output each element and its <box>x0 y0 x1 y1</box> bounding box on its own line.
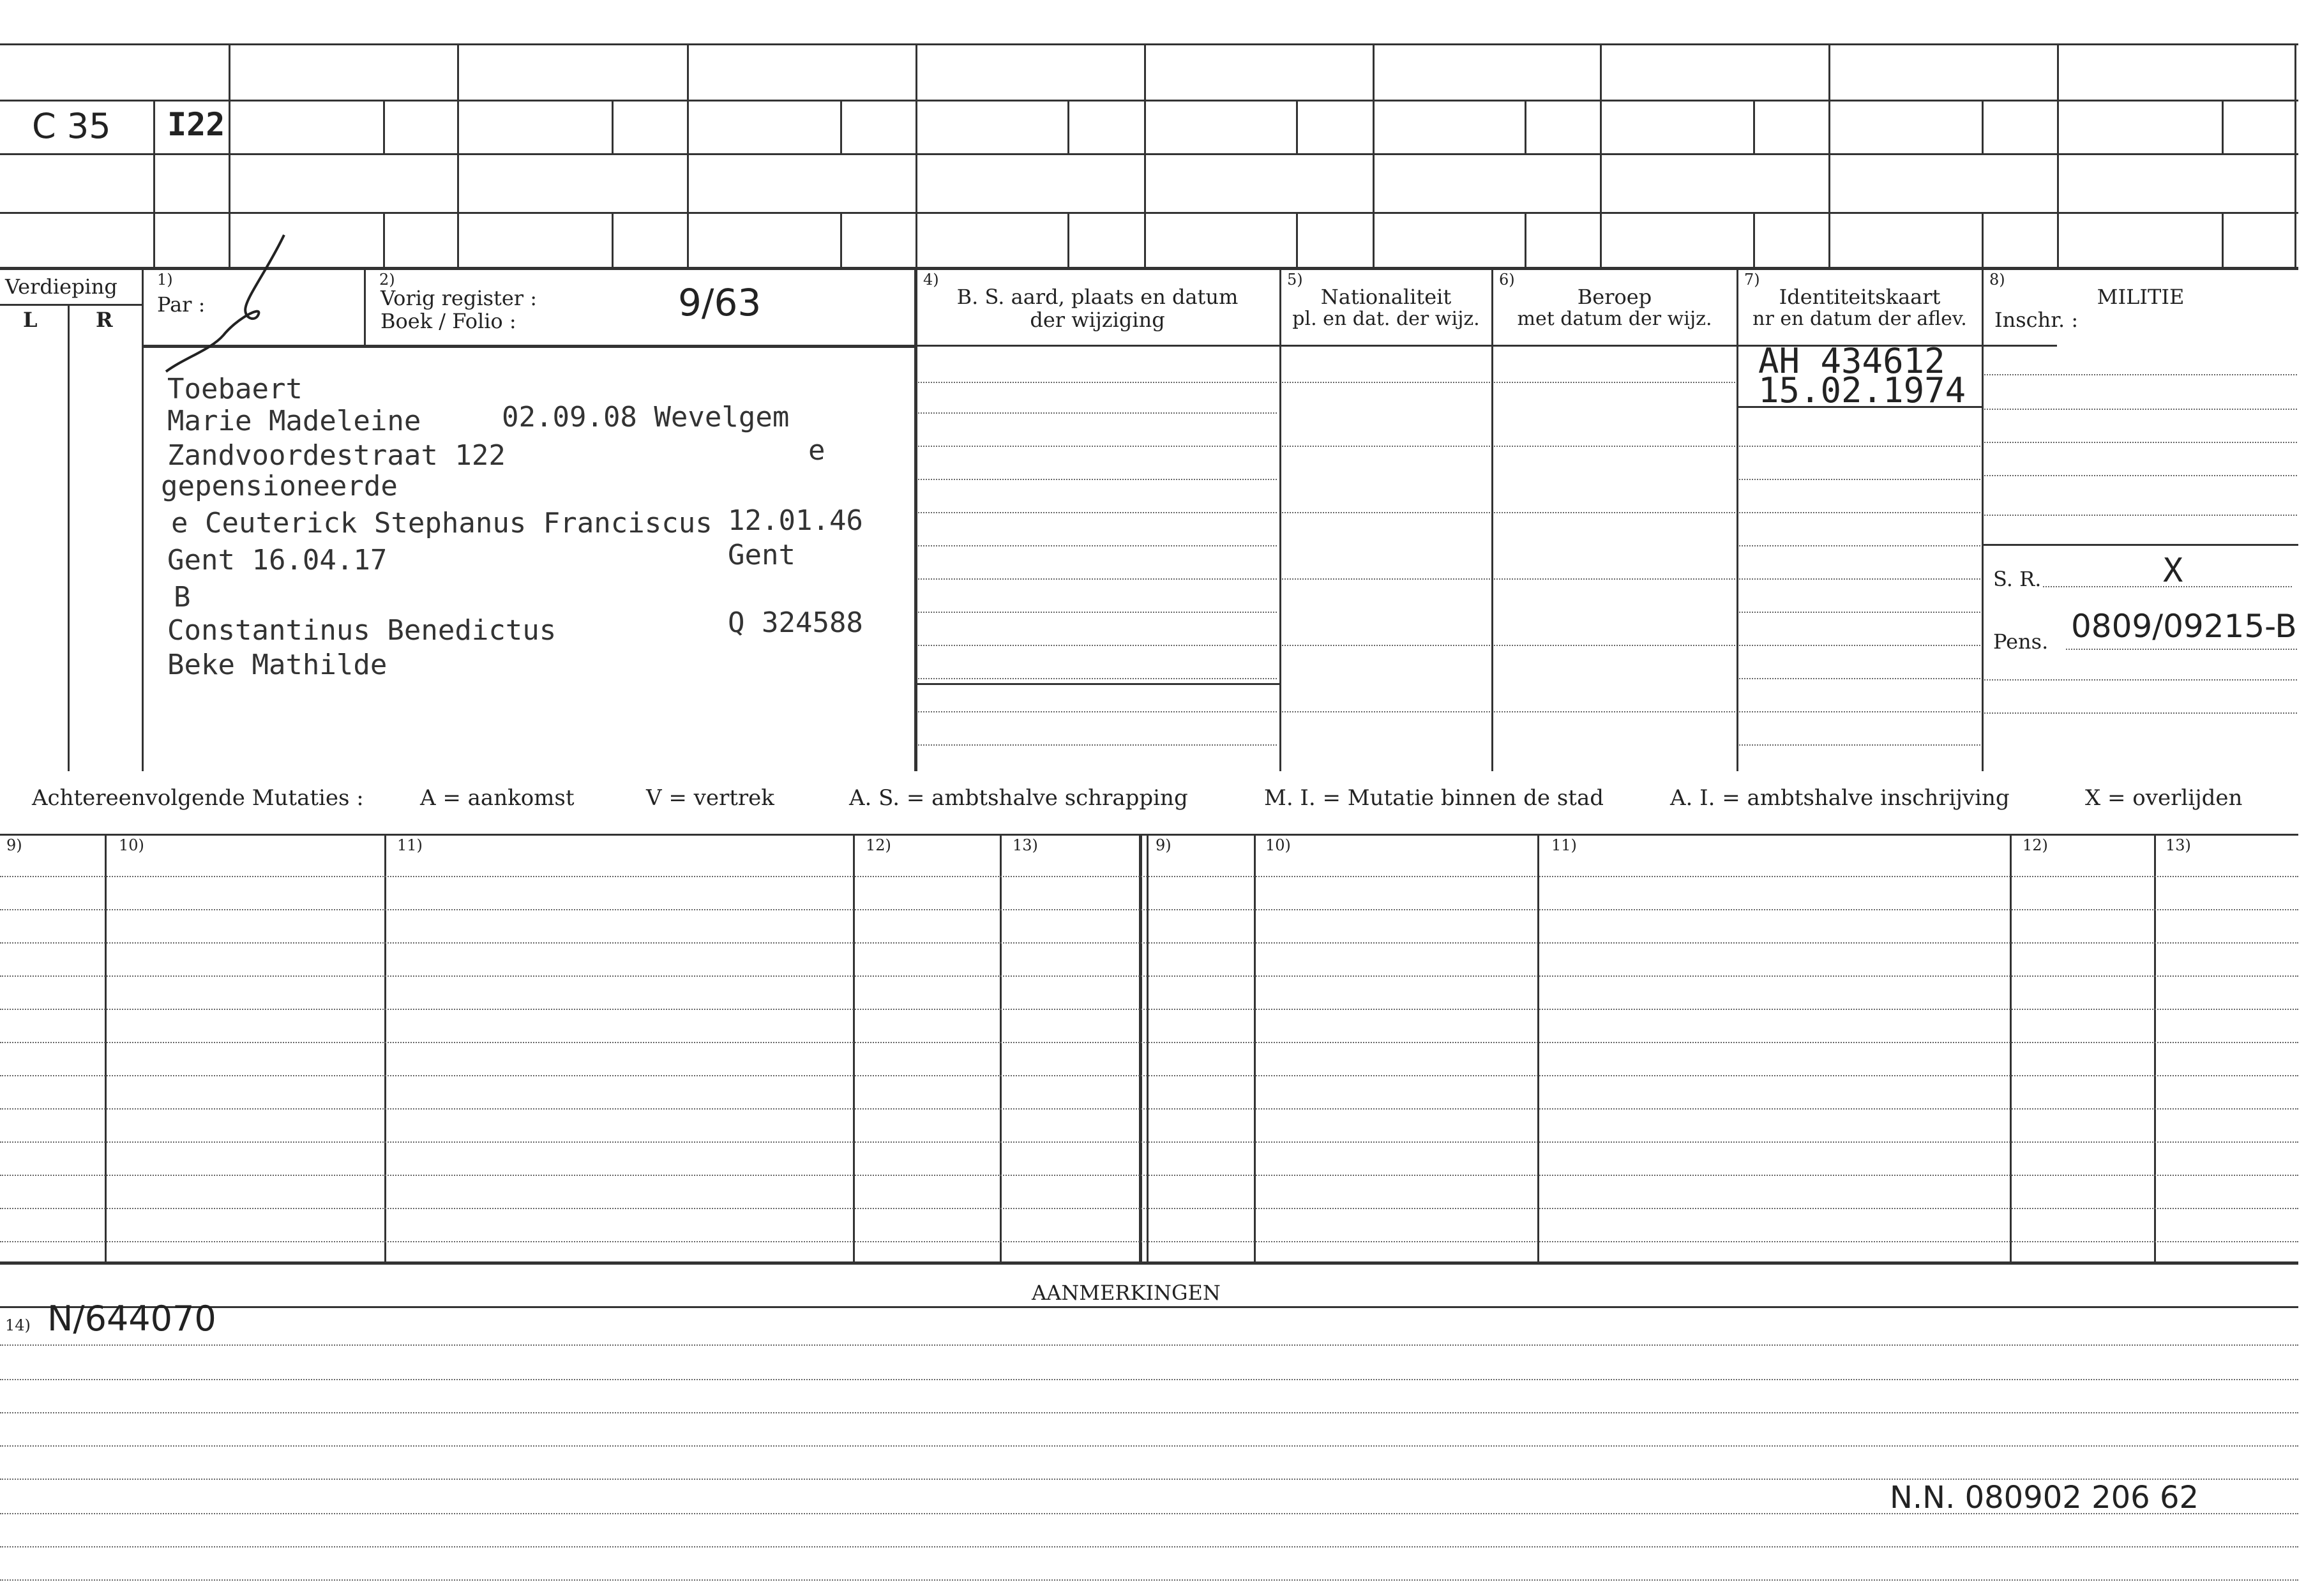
person-birth: 02.09.08 Wevelgem <box>502 401 790 433</box>
identiteitskaart-line1: Identiteitskaart <box>1779 285 1941 309</box>
col-number-5: 5) <box>1287 271 1303 289</box>
beroep-line1: Beroep <box>1577 285 1652 309</box>
file-number: I22 <box>167 106 225 143</box>
col-number-7: 7) <box>1744 271 1760 289</box>
q-number: Q 324588 <box>728 606 863 639</box>
legend-vertrek: V = vertrek <box>646 785 774 811</box>
marriage-place: Gent <box>728 539 795 571</box>
e-marker: e <box>808 434 825 467</box>
verdieping-label: Verdieping <box>5 275 117 299</box>
mut-col-10b: 10) <box>1265 836 1291 854</box>
mut-col-11a: 11) <box>397 836 423 854</box>
marriage-date: 12.01.46 <box>728 504 863 537</box>
person-given-names: Marie Madeleine <box>167 405 421 437</box>
id-card-number: AH 434612 <box>1758 341 1945 381</box>
sr-label: S. R. <box>1993 567 2042 591</box>
boek-folio-label: Boek / Folio : <box>380 309 516 333</box>
bs-header-line1: B. S. aard, plaats en datum <box>956 285 1239 309</box>
person-occupation: gepensioneerde <box>161 470 398 502</box>
mut-col-13a: 13) <box>1013 836 1038 854</box>
remarks-value: N/644070 <box>47 1299 216 1339</box>
legend-title: Achtereenvolgende Mutaties : <box>32 785 364 811</box>
id-card-date: 15.02.1974 <box>1758 370 1966 410</box>
legend-ambtshalve-schrapping: A. S. = ambtshalve schrapping <box>849 785 1188 811</box>
legend-aankomst: A = aankomst <box>420 785 575 811</box>
legend-ambtshalve-inschrijving: A. I. = ambtshalve inschrijving <box>1670 785 2010 811</box>
mut-col-9b: 9) <box>1156 836 1172 854</box>
person-father: Constantinus Benedictus <box>167 614 557 647</box>
floor-right-label: R <box>96 308 113 332</box>
par-label: Par : <box>157 292 206 317</box>
col-number-8: 8) <box>1989 271 2005 289</box>
vorig-register-value: 9/63 <box>678 281 762 324</box>
col-number-1: 1) <box>157 271 173 289</box>
remarks-number-14: 14) <box>5 1316 31 1334</box>
national-number: N.N. 080902 206 62 <box>1890 1480 2199 1516</box>
mutations-legend <box>0 785 2298 817</box>
vorig-register-label: Vorig register : <box>380 286 538 310</box>
floor-left-label: L <box>23 308 38 332</box>
spouse-birth: Gent 16.04.17 <box>167 544 388 576</box>
col-number-2: 2) <box>379 271 395 289</box>
beroep-line2: met datum der wijz. <box>1517 308 1712 330</box>
remarks-title: AANMERKINGEN <box>1032 1281 1221 1305</box>
mut-col-13b: 13) <box>2166 836 2191 854</box>
person-address: Zandvoordestraat 122 <box>167 439 506 472</box>
pens-label: Pens. <box>1993 629 2049 654</box>
col-number-6: 6) <box>1499 271 1515 289</box>
mut-col-9a: 9) <box>6 836 22 854</box>
legend-mutatie-binnen-stad: M. I. = Mutatie binnen de stad <box>1264 785 1604 811</box>
pens-value: 0809/09215-B <box>2071 608 2297 645</box>
col-number-4: 4) <box>923 271 939 289</box>
mut-col-12a: 12) <box>866 836 891 854</box>
legend-overlijden: X = overlijden <box>2085 785 2243 811</box>
file-code: C 35 <box>32 106 111 146</box>
mut-col-11b: 11) <box>1551 836 1577 854</box>
militie-header: MILITIE <box>2097 285 2185 309</box>
person-mother: Beke Mathilde <box>167 649 388 681</box>
bs-header-line2: der wijziging <box>1030 308 1165 332</box>
identiteitskaart-line2: nr en datum der aflev. <box>1752 308 1967 330</box>
inschr-label: Inschr. : <box>1994 308 2079 332</box>
sr-value: X <box>2163 552 2183 590</box>
b-marker: B <box>174 581 191 614</box>
nationaliteit-line2: pl. en dat. der wijz. <box>1292 308 1480 330</box>
person-surname: Toebaert <box>167 373 303 405</box>
mut-col-10a: 10) <box>119 836 144 854</box>
signature-mark <box>160 230 300 383</box>
mut-col-12b: 12) <box>2023 836 2048 854</box>
person-spouse: e Ceuterick Stephanus Franciscus <box>171 507 712 539</box>
nationaliteit-line1: Nationaliteit <box>1320 285 1452 309</box>
